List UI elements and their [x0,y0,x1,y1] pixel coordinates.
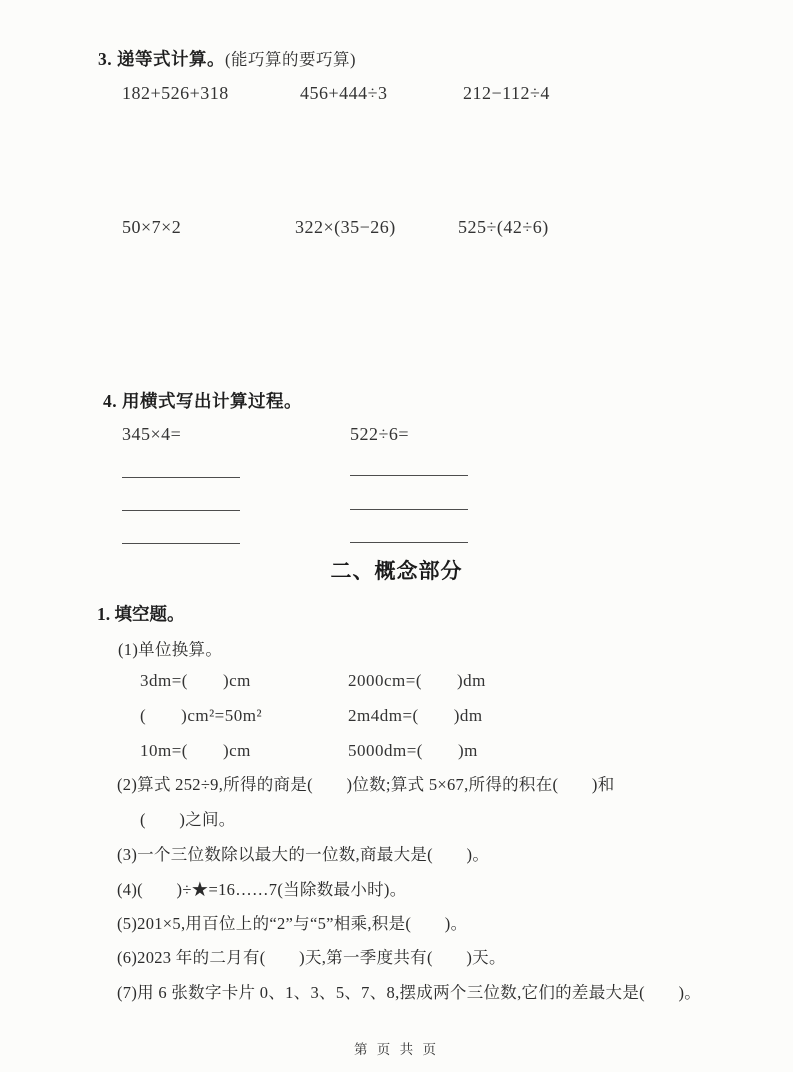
question1-heading [97,601,185,626]
section4-number: 4. [103,391,118,411]
conversion-blank: 5000dm=( )m [348,741,478,760]
answer-line [122,510,240,511]
section3-heading [98,46,356,71]
section3-number: 3. [98,49,113,69]
conversion-blank: 2m4dm=( )dm [348,706,483,725]
conversion-blank: 10m=( )cm [140,741,251,760]
expression: 50×7×2 [122,217,182,237]
fill-blank-item-6: (6)2023 年的二月有( )天,第一季度共有( )天。 [117,948,506,967]
answer-line [350,509,468,510]
expression: 212−112÷4 [463,83,550,103]
section4-heading [103,388,302,413]
expression: 182+526+318 [122,83,229,103]
page-footer: 第 页 共 页 [353,1042,440,1057]
fill-blank-item-2-line1: (2)算式 252÷9,所得的商是( )位数;算式 5×67,所得的积在( )和 [117,775,615,794]
expression: 525÷(42÷6) [458,217,549,237]
subitem1-label: (1)单位换算。 [118,640,223,659]
problem-expression: 522÷6= [350,424,410,444]
answer-line [350,542,468,543]
answer-line [350,475,468,476]
fill-blank-item-4: (4)( )÷★=16……7(当除数最小时)。 [117,880,407,899]
section3-note: (能巧算的要巧算) [225,50,356,69]
conversion-blank: 3dm=( )cm [140,671,251,690]
fill-blank-item-3: (3)一个三位数除以最大的一位数,商最大是( )。 [117,845,490,864]
conversion-blank: ( )cm²=50m² [140,706,263,725]
answer-line [122,543,240,544]
expression: 456+444÷3 [300,83,388,103]
fill-blank-item-2-line2: ( )之间。 [140,810,236,829]
conversion-blank: 2000cm=( )dm [348,671,486,690]
answer-line [122,477,240,478]
question1-title: 填空题。 [114,604,185,624]
question1-number: 1. [97,604,111,624]
expression: 322×(35−26) [295,217,396,237]
part2-title: 二、概念部分 [330,559,463,583]
fill-blank-item-7: (7)用 6 张数字卡片 0、1、3、5、7、8,摆成两个三位数,它们的差最大是( )。 [117,983,702,1002]
section3-title: 递等式计算。 [117,49,225,69]
problem-expression: 345×4= [122,424,182,444]
section4-title: 用横式写出计算过程。 [122,391,302,411]
fill-blank-item-5: (5)201×5,用百位上的“2”与“5”相乘,积是( )。 [117,914,468,933]
